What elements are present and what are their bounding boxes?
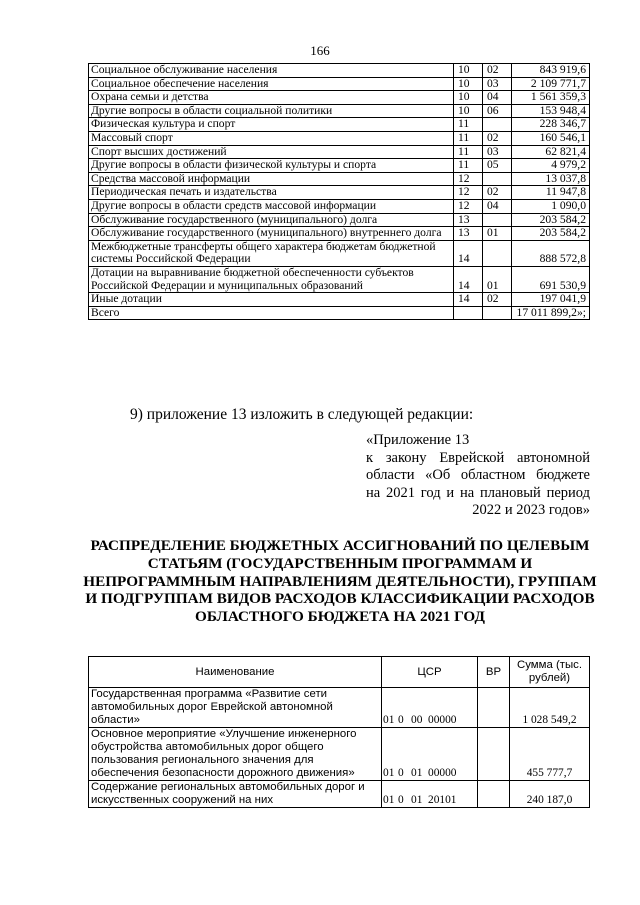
row-subsection-code: 06 (483, 104, 512, 118)
row-name: Спорт высших достижений (89, 145, 454, 159)
row-section-code: 10 (454, 91, 483, 105)
row-section-code: 14 (454, 240, 483, 266)
row-name: Средства массовой информации (89, 172, 454, 186)
table-row (89, 728, 590, 781)
row-section-code: 10 (454, 77, 483, 91)
appendix-line: к закону Еврейской автономной (366, 449, 590, 466)
row-section-code: 10 (454, 104, 483, 118)
row-section-code: 11 (454, 118, 483, 132)
row-amount: 240 187,0 (510, 781, 590, 808)
table-row (89, 306, 590, 320)
row-amount: 62 821,4 (512, 145, 590, 159)
row-section-code: 13 (454, 227, 483, 241)
row-amount: 197 041,9 (512, 293, 590, 307)
row-amount: 455 777,7 (510, 728, 590, 781)
code-part: 00000 (428, 714, 457, 726)
row-subsection-code (483, 118, 512, 132)
appendix-line: на 2021 год и на плановый период (366, 484, 590, 501)
table-row (89, 172, 590, 186)
row-name: Основное мероприятие «Улучшение инженерного обустройства автомобильных дорог общего пользования регионального значения для обеспечения безопасности дорожного движения» (89, 728, 382, 781)
row-amount: 1 028 549,2 (510, 688, 590, 728)
code-part: 01 (383, 714, 395, 726)
row-section-code: 13 (454, 213, 483, 227)
row-subsection-code: 04 (483, 91, 512, 105)
row-subsection-code: 02 (483, 131, 512, 145)
row-subsection-code (483, 240, 512, 266)
row-section-code: 11 (454, 131, 483, 145)
row-amount: 888 572,8 (512, 240, 590, 266)
row-amount: 2 109 771,7 (512, 77, 590, 91)
row-amount: 1 561 359,3 (512, 91, 590, 105)
row-name: Другие вопросы в области социальной политики (89, 104, 454, 118)
row-name: Социальное обеспечение населения (89, 77, 454, 91)
table-row (89, 145, 590, 159)
row-subsection-code (483, 306, 512, 320)
table-row (89, 186, 590, 200)
header-sum: Сумма (тыс. рублей) (510, 657, 590, 688)
row-name: Другие вопросы в области физической культуры и спорта (89, 159, 454, 173)
row-amount: 17 011 899,2»; (512, 306, 590, 320)
row-expense-type (478, 781, 510, 808)
appendix-line: «Приложение 13 (366, 432, 470, 448)
row-target-article-code (382, 781, 478, 808)
row-subsection-code: 02 (483, 64, 512, 78)
row-section-code: 10 (454, 64, 483, 78)
row-name: Межбюджетные трансферты общего характера бюджетам бюджетной системы Российской Федерации (89, 240, 454, 266)
code-part: 00 (411, 714, 423, 726)
row-section-code: 11 (454, 145, 483, 159)
row-subsection-code: 02 (483, 186, 512, 200)
row-name: Всего (89, 306, 454, 320)
row-subsection-code: 04 (483, 199, 512, 213)
code-part: 01 (411, 767, 423, 779)
row-amount: 228 346,7 (512, 118, 590, 132)
row-name: Охрана семьи и детства (89, 91, 454, 105)
row-amount: 11 947,8 (512, 186, 590, 200)
table-row (89, 131, 590, 145)
row-section-code (454, 306, 483, 320)
row-subsection-code (483, 213, 512, 227)
row-expense-type (478, 728, 510, 781)
code-part: 01 (411, 794, 423, 806)
row-subsection-code: 05 (483, 159, 512, 173)
row-name: Содержание региональных автомобильных дорог и искусственных сооружений на них (89, 781, 382, 808)
row-subsection-code: 03 (483, 77, 512, 91)
table-row (89, 213, 590, 227)
table-row (89, 159, 590, 173)
row-subsection-code: 01 (483, 266, 512, 292)
table-row (89, 266, 590, 292)
row-name: Государственная программа «Развитие сети автомобильных дорог Еврейской автономной области» (89, 688, 382, 728)
row-name: Периодическая печать и издательства (89, 186, 454, 200)
row-amount: 203 584,2 (512, 227, 590, 241)
budget-sections-table (88, 63, 590, 320)
code-part: 0 (398, 714, 404, 726)
appendix-line: 2022 и 2023 годов» (472, 502, 590, 519)
table-row (89, 104, 590, 118)
table-row (89, 293, 590, 307)
row-amount: 691 530,9 (512, 266, 590, 292)
row-amount: 160 546,1 (512, 131, 590, 145)
code-part: 0 (398, 767, 404, 779)
code-part: 20101 (428, 794, 457, 806)
code-part: 01 (383, 767, 395, 779)
row-section-code: 14 (454, 293, 483, 307)
row-name: Иные дотации (89, 293, 454, 307)
row-amount: 1 090,0 (512, 199, 590, 213)
appendix-line: области «Об областном бюджете (366, 467, 590, 484)
header-name: Наименование (89, 657, 382, 688)
row-amount: 13 037,8 (512, 172, 590, 186)
appendix-reference (366, 432, 590, 520)
row-subsection-code: 03 (483, 145, 512, 159)
row-section-code: 12 (454, 186, 483, 200)
row-name: Обслуживание государственного (муниципального) долга (89, 213, 454, 227)
row-target-article-code (382, 688, 478, 728)
code-part: 01 (383, 794, 395, 806)
row-section-code: 11 (454, 159, 483, 173)
row-amount: 4 979,2 (512, 159, 590, 173)
row-amount: 153 948,4 (512, 104, 590, 118)
table-row (89, 64, 590, 78)
table-header-row (89, 657, 590, 688)
row-name: Физическая культура и спорт (89, 118, 454, 132)
table-row (89, 77, 590, 91)
table-row (89, 227, 590, 241)
row-amount: 203 584,2 (512, 213, 590, 227)
row-expense-type (478, 688, 510, 728)
table-row (89, 688, 590, 728)
target-articles-table (88, 656, 590, 808)
row-section-code: 12 (454, 172, 483, 186)
row-name: Обслуживание государственного (муниципального) внутреннего долга (89, 227, 454, 241)
page-number: 166 (310, 43, 330, 58)
row-amount: 843 919,6 (512, 64, 590, 78)
code-part: 0 (398, 794, 404, 806)
table-row (89, 240, 590, 266)
header-vr: ВР (478, 657, 510, 688)
header-csr: ЦСР (382, 657, 478, 688)
row-subsection-code (483, 172, 512, 186)
row-subsection-code: 01 (483, 227, 512, 241)
row-name: Дотации на выравнивание бюджетной обеспеченности субъектов Российской Федерации и муниципальных образований (89, 266, 454, 292)
row-name: Массовый спорт (89, 131, 454, 145)
table-row (89, 781, 590, 808)
code-part: 00000 (428, 767, 457, 779)
table-row (89, 91, 590, 105)
document-heading: РАСПРЕДЕЛЕНИЕ БЮДЖЕТНЫХ АССИГНОВАНИЙ ПО ЦЕЛЕВЫМ СТАТЬЯМ (ГОСУДАРСТВЕННЫМ ПРОГРАММАМ И НЕПРОГРАММНЫМ НАПРАВЛЕНИЯМ ДЕЯТЕЛЬНОСТИ), ГРУППАМ И ПОДГРУППАМ ВИДОВ РАСХОДОВ КЛАССИФИКАЦИИ РАСХОДОВ ОБЛАСТНОГО БЮДЖЕТА НА 2021 ГОД (83, 537, 597, 626)
amendment-instruction: 9) приложение 13 изложить в следующей редакции: (130, 406, 474, 423)
row-target-article-code (382, 728, 478, 781)
row-name: Другие вопросы в области средств массовой информации (89, 199, 454, 213)
row-section-code: 14 (454, 266, 483, 292)
table-row (89, 118, 590, 132)
row-subsection-code: 02 (483, 293, 512, 307)
row-section-code: 12 (454, 199, 483, 213)
row-name: Социальное обслуживание населения (89, 64, 454, 78)
table-row (89, 199, 590, 213)
